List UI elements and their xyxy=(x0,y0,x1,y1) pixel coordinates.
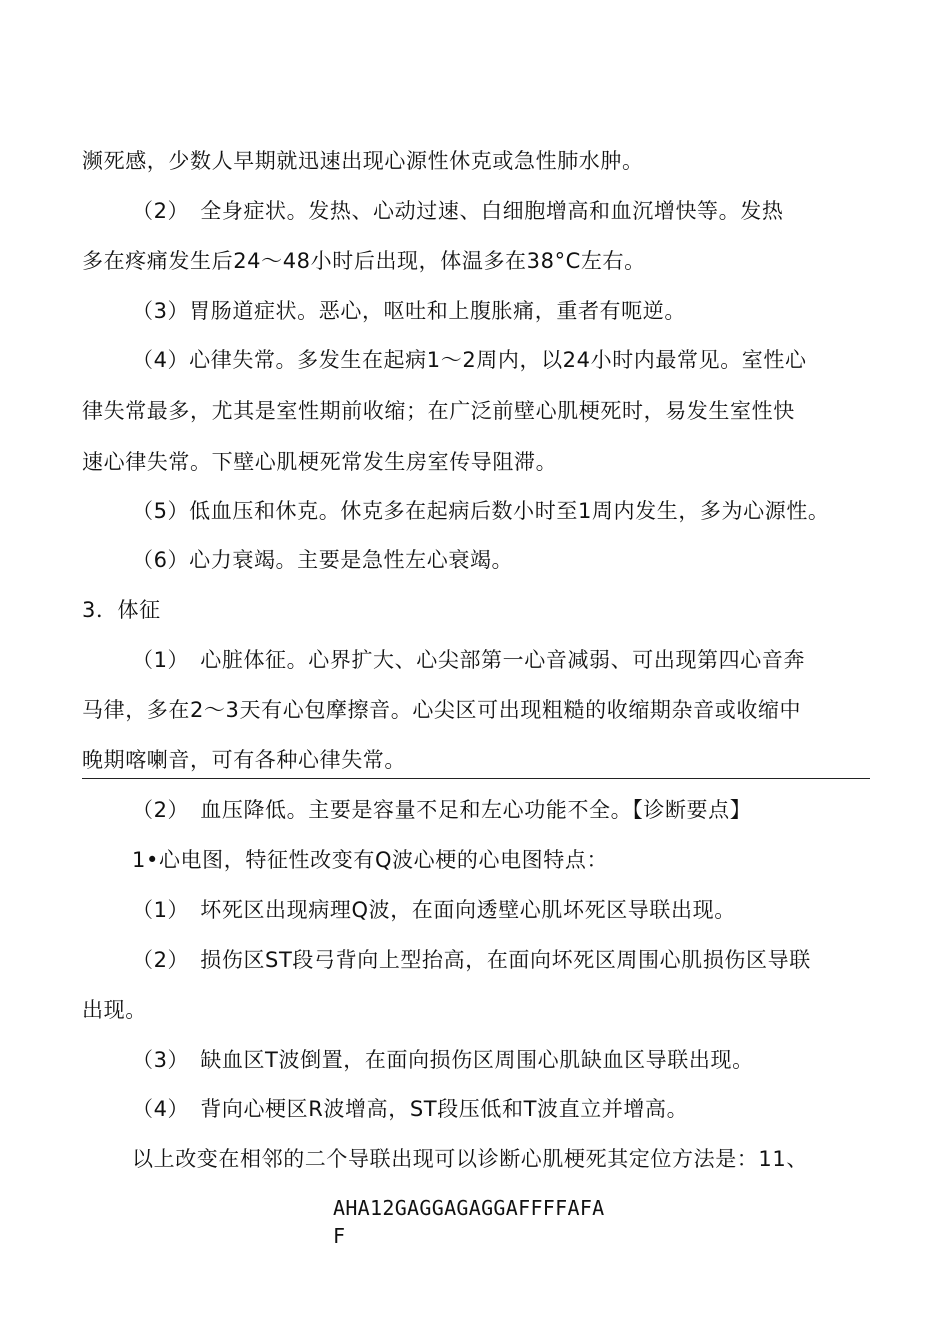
text-line: （2） 损伤区ST段弓背向上型抬高，在面向坏死区周围心肌损伤区导联 xyxy=(132,948,811,972)
text-line: 1•心电图，特征性改变有Q波心梗的心电图特点： xyxy=(132,848,609,872)
text-line: （1） 坏死区出现病理Q波，在面向透壁心肌坏死区导联出现。 xyxy=(132,898,736,922)
text-line: 多在疼痛发生后24〜48小时后出现，体温多在38°C左右。 xyxy=(82,249,646,273)
text-line: 出现。 xyxy=(82,998,147,1022)
text-line: 濒死感，少数人早期就迅速出现心源性休克或急性肺水肿。 xyxy=(82,149,644,173)
text-line: （3） 缺血区T波倒置，在面向损伤区周围心肌缺血区导联出现。 xyxy=(132,1048,754,1072)
text-line: 马律，多在2〜3天有心包摩擦音。心尖区可出现粗糙的收缩期杂音或收缩中 xyxy=(82,698,802,722)
horizontal-divider xyxy=(82,778,870,779)
text-line: （4） 背向心梗区R波增高，ST段压低和T波直立并增高。 xyxy=(132,1097,689,1121)
footer-code: AHA12GAGGAGAGGAFFFFAFA xyxy=(333,1196,605,1220)
section-heading: 3．体征 xyxy=(82,598,161,622)
text-line: 速心律失常。下壁心肌梗死常发生房室传导阻滞。 xyxy=(82,450,558,474)
text-line: （5）低血压和休克。休克多在起病后数小时至1周内发生，多为心源性。 xyxy=(132,499,830,523)
text-line: （1） 心脏体征。心界扩大、心尖部第一心音减弱、可出现第四心音奔 xyxy=(132,648,806,672)
text-line: 晚期喀喇音，可有各种心律失常。 xyxy=(82,748,406,772)
text-line: （4）心律失常。多发生在起病1〜2周内，以24小时内最常见。室性心 xyxy=(132,348,807,372)
text-line: 以上改变在相邻的二个导联出现可以诊断心肌梗死其定位方法是：11、 xyxy=(132,1147,808,1171)
text-line: （3）胃肠道症状。恶心，呕吐和上腹胀痛，重者有呃逆。 xyxy=(132,299,686,323)
text-line: （2） 全身症状。发热、心动过速、白细胞增高和血沉增快等。发热 xyxy=(132,199,784,223)
footer-code: F xyxy=(333,1224,346,1248)
text-line: 律失常最多，尤其是室性期前收缩；在广泛前壁心肌梗死时，易发生室性快 xyxy=(82,399,795,423)
text-line: （6）心力衰竭。主要是急性左心衰竭。 xyxy=(132,548,514,572)
text-line: （2） 血压降低。主要是容量不足和左心功能不全。【诊断要点】 xyxy=(132,798,752,822)
